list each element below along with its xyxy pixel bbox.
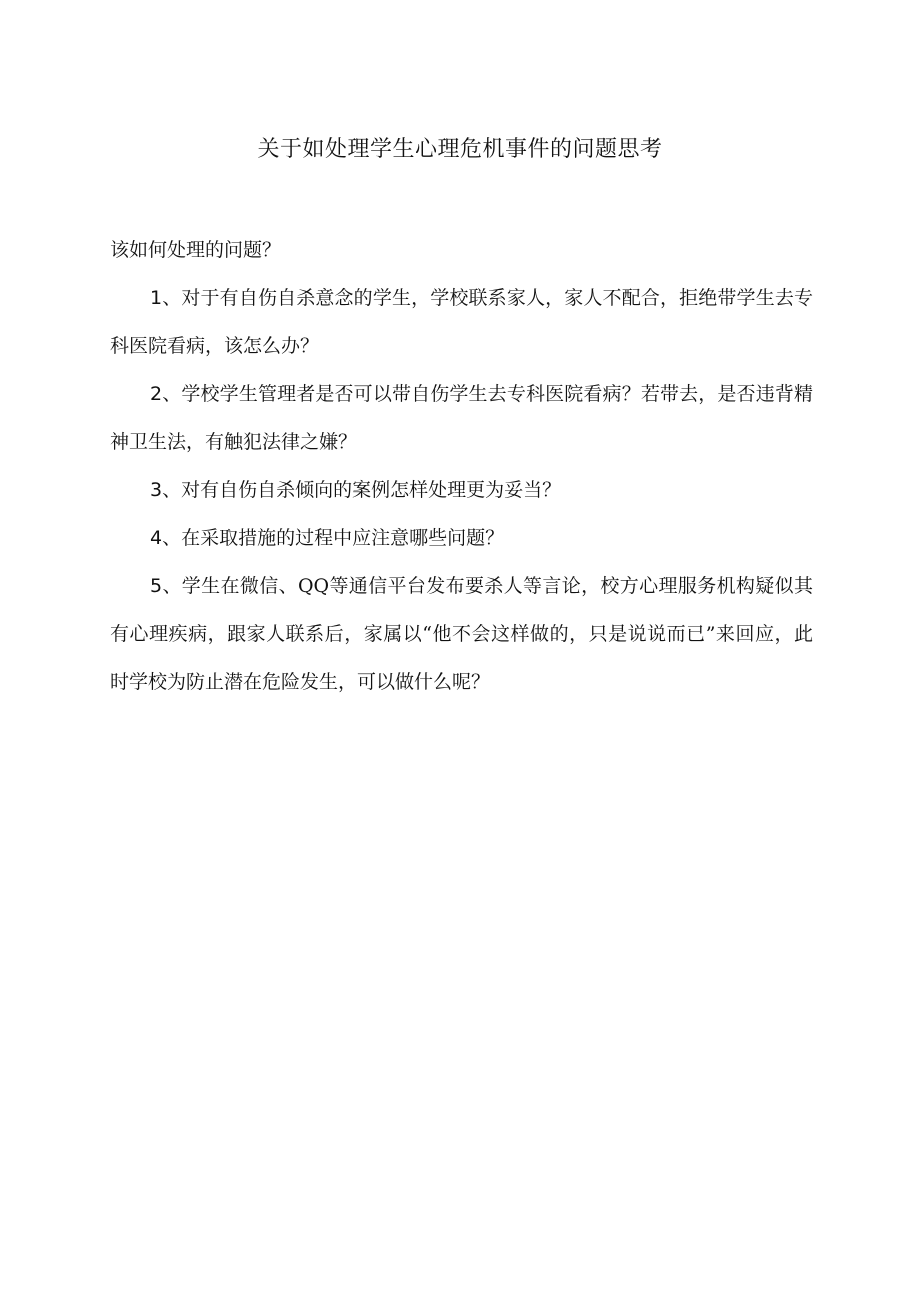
question-number: 1: [150, 287, 163, 309]
question-text: 、在采取措施的过程中应注意哪些问题？: [162, 527, 505, 549]
document-body: [110, 226, 813, 706]
question-text: 、对于有自伤自杀意念的学生，学校联系家人，家人不配合，拒绝带学生去专科医院看病，该怎么办？: [110, 287, 813, 357]
document-title: 关于如处理学生心理危机事件的问题思考: [257, 137, 663, 162]
question-text: 、学校学生管理者是否可以带自伤学生去专科医院看病？若带去，是否违背精神卫生法，有触犯法律之嫌？: [110, 383, 813, 453]
question-item-4: [110, 514, 813, 562]
question-item-1: [110, 274, 813, 370]
question-number: 3: [150, 479, 163, 501]
question-item-2: [110, 370, 813, 466]
question-item-3: [110, 466, 813, 514]
question-text: 、学生在微信、QQ等通信平台发布要杀人等言论，校方心理服务机构疑似其有心理疾病，跟家人联系后，家属以“他不会这样做的，只是说说而已”来回应，此时学校为防止潜在危险发生，可以做什么呢？: [110, 575, 813, 693]
question-number: 4: [150, 527, 163, 549]
question-item-5: [110, 562, 813, 706]
lead-question: 该如何处理的问题？: [110, 239, 282, 261]
question-number: 2: [150, 383, 163, 405]
question-number: 5: [150, 575, 163, 597]
question-text: 、对有自伤自杀倾向的案例怎样处理更为妥当？: [162, 479, 562, 501]
